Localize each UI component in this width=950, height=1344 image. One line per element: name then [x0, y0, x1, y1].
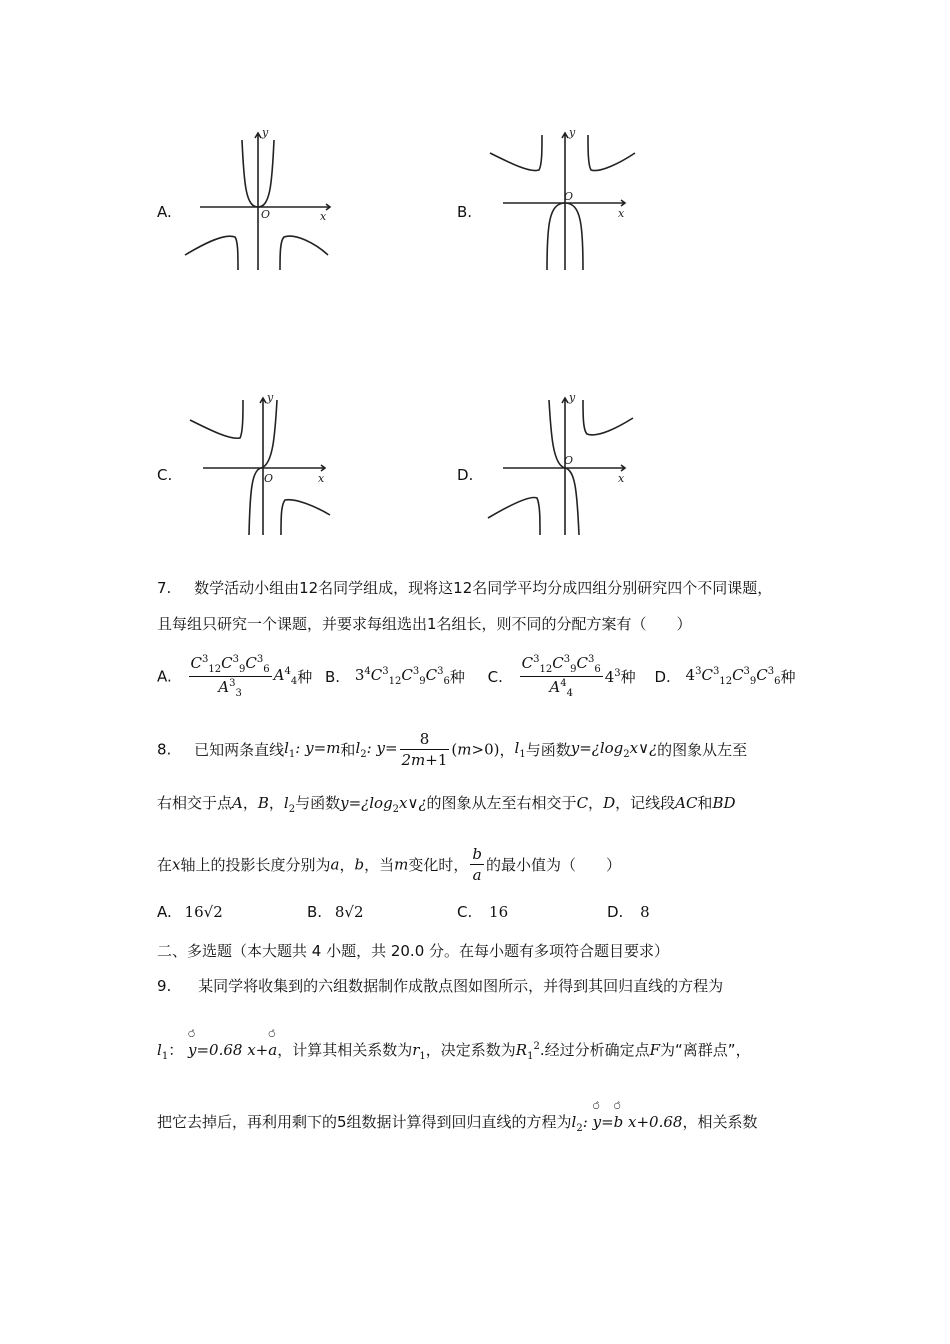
q7-stem-2: 且每组只研究一个课题，并要求每组选出1名组长，则不同的分配方案有（ ）: [157, 615, 692, 633]
curve-right: [280, 236, 328, 270]
q8-option-c[interactable]: C. 16: [457, 903, 509, 921]
q9-number: 9.: [157, 977, 172, 995]
unit-zhong: 种: [297, 668, 313, 686]
q7-option-b-label[interactable]: B.: [325, 667, 341, 686]
q7-option-c-fraction: $\frac{C^3_{12}C^3_9C^3_6}{A^4_4}$: [521, 654, 601, 699]
y-axis: [255, 133, 261, 270]
q7-options: A. $\frac{C^3_{12}C^3_9C^3_6}{A^3_3}$ $A^4_4$种 B. $3^4C^3_{12}C^3_9C^3_6$种 C. $\frac{C^3_{12}C^3_9C^3_6}{A^4_4}$ $4^3$种 D. $4^3C^3_{12}C^3_9C^3_6$种: [157, 654, 796, 699]
y-label: y: [267, 391, 274, 404]
q6-option-d-label[interactable]: D.: [457, 466, 474, 484]
curve-left: [488, 497, 540, 535]
x-label: x: [320, 210, 327, 223]
q7-stem-1: 数学活动小组由12名同学组成，现将这12名同学平均分成四组分别研究四个不同课题，: [194, 579, 773, 597]
q6-graph-d: [485, 390, 645, 540]
origin-label: O: [264, 472, 274, 485]
q6-option-b-label[interactable]: B.: [457, 203, 473, 221]
x-label: x: [318, 472, 325, 485]
q7-option-d-label[interactable]: D.: [654, 667, 671, 686]
origin-label: O: [564, 190, 574, 203]
curve-right: [583, 400, 633, 435]
y-label: y: [569, 391, 576, 404]
unit-zhong: 种: [620, 668, 636, 686]
q8-line1: 8. 已知两条直线$l_1$: y=m和$l_2$: y= $\frac{8}{2m+1}$ (m>0)，$l_1$与函数$y=¿\log_2x\vee¿$的图象从左至: [157, 730, 748, 769]
curve-left: [185, 236, 238, 270]
q7-option-a-fraction: $\frac{C^3_{12}C^3_9C^3_6}{A^3_3}$: [190, 654, 270, 699]
curve-left: [490, 135, 542, 171]
x-label: x: [618, 207, 625, 220]
q8-option-b[interactable]: B. 8√2: [307, 903, 364, 921]
y-label: y: [569, 126, 576, 139]
q9-line3: 把它去掉后，再利用剩下的5组数据计算得到回归直线的方程为$l_2$: y ○̂ =b ○̂ x+0.68，相关系数: [157, 1101, 758, 1134]
q7-option-a-label[interactable]: A.: [157, 667, 172, 686]
origin-label: O: [564, 454, 574, 467]
curve-left: [190, 400, 243, 438]
q8-option-a[interactable]: A. 16√2: [157, 903, 223, 921]
q8-line2: 右相交于点A，B，$l_2$与函数$y=¿\log_2x\vee¿$的图象从左至右相交于C，D，记线段AC和BD: [157, 794, 736, 815]
q6-graph-c: [185, 390, 345, 540]
q7-line1: [157, 577, 772, 598]
q8-number: 8.: [157, 740, 172, 759]
unit-zhong: 种: [449, 668, 465, 686]
section-title: 二、多选题（本大题共 4 小题，共 20.0 分。在每小题有多项符合题目要求）: [157, 942, 670, 960]
y-label: y: [262, 126, 269, 139]
q8-line3: 在x轴上的投影长度分别为a，b，当m变化时， $\frac{b}{a}$ 的最小值为（ ）: [157, 845, 621, 884]
q7-number: 7.: [157, 579, 172, 597]
x-label: x: [618, 472, 625, 485]
unit-zhong: 种: [780, 668, 796, 686]
q6-option-c-label[interactable]: C.: [157, 466, 173, 484]
q9-line2: $l_1$： y ○̂ =0.68 x+a ○̂ ，计算其相关系数为$r_1$，决定系数为$R_1^2$.经过分析确定点F为“离群点”，: [157, 1029, 751, 1062]
q7-option-c-label[interactable]: C.: [487, 667, 503, 686]
q8-option-d[interactable]: D. 8: [607, 903, 650, 921]
q9-line1: 9. 某同学将收集到的六组数据制作成散点图如图所示，并得到其回归直线的方程为: [157, 977, 724, 995]
q6-graph-b: [485, 125, 645, 275]
q6-option-a-label[interactable]: A.: [157, 203, 172, 221]
origin-label: O: [261, 208, 271, 221]
q6-graph-a: [180, 125, 340, 275]
curve-right: [588, 135, 635, 171]
curve-right: [281, 500, 330, 535]
